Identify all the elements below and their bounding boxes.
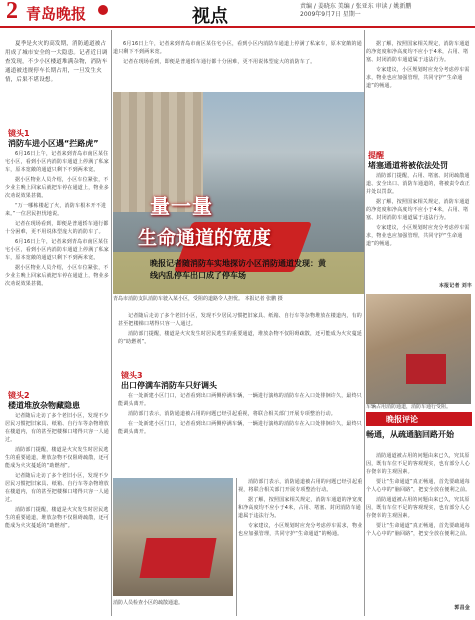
headline-secondary: 生命通道的宽度 xyxy=(138,227,272,249)
fire-truck-image xyxy=(406,354,446,384)
opinion-body: 消防通道被占用的问题由来已久，究其原因，既有车位不足的客观现实，也有部分人心存侥幸的主观因素。 要让“生命通道”真正畅通，首先要疏通每个人心中的“脑回路”，把安全放在便利之前。 消防通道被占用的问题由来已久，究其原因，既有车位不足的客观现实，也有部分人心存侥幸的主观因素。 要让“生命通道”真正畅通，首先要疏通每个人心中的“脑回路”，把安全放在便利之前。 xyxy=(366,453,471,537)
section3-body: 在一处新建小区门口，记者看到出口两侧停满车辆，一辆进行演练的消防车在入口处徘徊许久，最终只能调头离开。 消防部门表示，消防通道被占用的问题已经引起重视，将联合相关部门开展专项整治行动。 在一处新建小区门口，记者看到出口两侧停满车辆，一辆进行演练的消防车在入口处徘徊许久，最终只能调头离开。 xyxy=(118,393,363,435)
fire-truck-image xyxy=(139,538,216,578)
right-photo xyxy=(366,294,471,404)
middle-text: 记者随后走访了多个老旧小区，发现不少居民习惯把旧家具、纸箱、自行车等杂物堆放在楼道内，有的甚至把楼梯口堵得只容一人通过。 消防部门提醒，楼道是火灾发生时居民逃生的重要通道，堆放杂物不仅阻碍疏散，还可能成为火灾蔓延的“助燃剂”。 xyxy=(118,313,363,345)
opinion-title: 畅通，从疏通脑回路开始 xyxy=(366,430,454,439)
top-middle-text: 6月16日上午，记者来到青岛市南区某住宅小区，看到小区内消防车通道上停满了私家车，原本宽敞的通道只剩下不到两米宽。 记者在现场看到，即便是普通轿车通行都十分困难，更不用说体型庞大的消防车了。 xyxy=(113,41,362,65)
column-divider xyxy=(111,30,112,616)
section1-label: 镜头1 xyxy=(8,129,30,138)
section2-title: 楼道堆放杂物藏隐患 xyxy=(8,401,80,410)
section-title: 视点 xyxy=(192,6,228,27)
paper-name: 青岛晚报 xyxy=(26,5,87,23)
right-signature: 本报记者 刘丰 xyxy=(438,283,472,289)
bottom-middle-text: 消防部门表示，消防通道被占用的问题已经引起重视，将联合相关部门开展专项整治行动。 据了解，按照国家相关规定，消防车通道的净宽度和净高度均不应小于4米，占用、堵塞、封闭消防车通道属于违法行为。 专家建议，小区规划时应充分考虑停车需求，物业也应加强管理，共同守护“生命通道”的畅通。 xyxy=(238,479,363,537)
right-sub-label: 提醒 xyxy=(368,151,384,160)
page-header xyxy=(0,0,475,28)
section2-label: 镜头2 xyxy=(8,391,30,400)
opinion-author: 郭昌金 xyxy=(454,605,470,611)
issue-date: 2009年9月7日 星期一 xyxy=(300,11,361,18)
section2-body: 记者随后走访了多个老旧小区，发现不少居民习惯把旧家具、纸箱、自行车等杂物堆放在楼道内，有的甚至把楼梯口堵得只容一人通过。 消防部门提醒，楼道是火灾发生时居民逃生的重要通道，堆放杂物不仅阻碍疏散，还可能成为火灾蔓延的“助燃剂”。 记者随后走访了多个老旧小区，发现不少居民习惯把旧家具、纸箱、自行车等杂物堆放在楼道内，有的甚至把楼梯口堵得只容一人通过。 消防部门提醒，楼道是火灾发生时居民逃生的重要通道，堆放杂物不仅阻碍疏散，还可能成为火灾蔓延的“助燃剂”。 xyxy=(5,413,109,529)
section1-body: 6月16日上午，记者来到青岛市南区某住宅小区，看到小区内消防车通道上停满了私家车，原本宽敞的通道只剩下不到两米宽。 据小区物业人员介绍，小区车位紧张，不少业主晚上回家后就把车停在通道上，物业多次劝说效果甚微。 “万一哪栋楼起了火，消防车根本开不进来。”一位居民担忧地说。 记者在现场看到，即便是普通轿车通行都十分困难，更不用说体型庞大的消防车了。 6月16日上午，记者来到青岛市南区某住宅小区，看到小区内消防车通道上停满了私家车，原本宽敞的通道只剩下不到两米宽。 据小区物业人员介绍，小区车位紧张，不少业主晚上回家后就把车停在通道上，物业多次劝说效果甚微。 xyxy=(5,151,109,287)
headline-deck: 晚报记者随消防车实地探访小区消防通道发现：黄线内乱停车出口成了停车场 xyxy=(150,259,326,280)
section3-title: 出口停满车消防车只好调头 xyxy=(121,381,217,390)
column-divider xyxy=(236,478,237,616)
page-number: 2 xyxy=(6,0,18,24)
bottom-photo-caption: 消防人员检查小区的疏散通道。 xyxy=(113,600,184,606)
main-photo-caption: 青岛市消防支队消防车驶入某小区，受阻的道路令人担忧。 本报记者 张鹏 摄 xyxy=(113,296,283,302)
headline-main: 量一量 xyxy=(150,194,213,218)
right-photo-caption: 车辆占用消防通道，消防车通行受阻。 xyxy=(366,404,452,410)
editor-line: 责编 / 姜晓东 美编 / 张亚东 审读 / 姚新鹏 xyxy=(300,3,412,10)
column-divider xyxy=(364,30,365,616)
opinion-banner: 晚报评论 xyxy=(366,412,472,426)
header-meta xyxy=(300,3,411,19)
section3-label: 镜头3 xyxy=(121,371,143,380)
lead-paragraph: 夏季是火灾的高发期，消防通道被占用成了城市安全的一大隐患。记者近日调查发现，不少小区楼道堆满杂物，消防车通道被违规停车长期占用，一旦发生火情，后果不堪设想。 xyxy=(5,41,108,83)
paper-logo-icon xyxy=(98,5,108,15)
bottom-photo xyxy=(113,478,233,596)
section1-title: 消防车进小区遇“拦路虎” xyxy=(8,139,99,148)
right-sub-body: 消防部门提醒，占用、堵塞、封闭疏散通道、安全出口、消防车通道的，将被责令改正并处以罚款。 据了解，按照国家相关规定，消防车通道的净宽度和净高度均不应小于4米，占用、堵塞、封闭消防车通道属于违法行为。 专家建议，小区规划时应充分考虑停车需求，物业也应加强管理，共同守护“生命通道”的畅通。 xyxy=(366,173,471,247)
right-column-text: 据了解，按照国家相关规定，消防车通道的净宽度和净高度均不应小于4米，占用、堵塞、封闭消防车通道属于违法行为。 专家建议，小区规划时应充分考虑停车需求，物业也应加强管理，共同守护“生命通道”的畅通。 xyxy=(366,41,470,89)
right-sub-heading: 堵塞通道将被依法处罚 xyxy=(368,161,448,170)
